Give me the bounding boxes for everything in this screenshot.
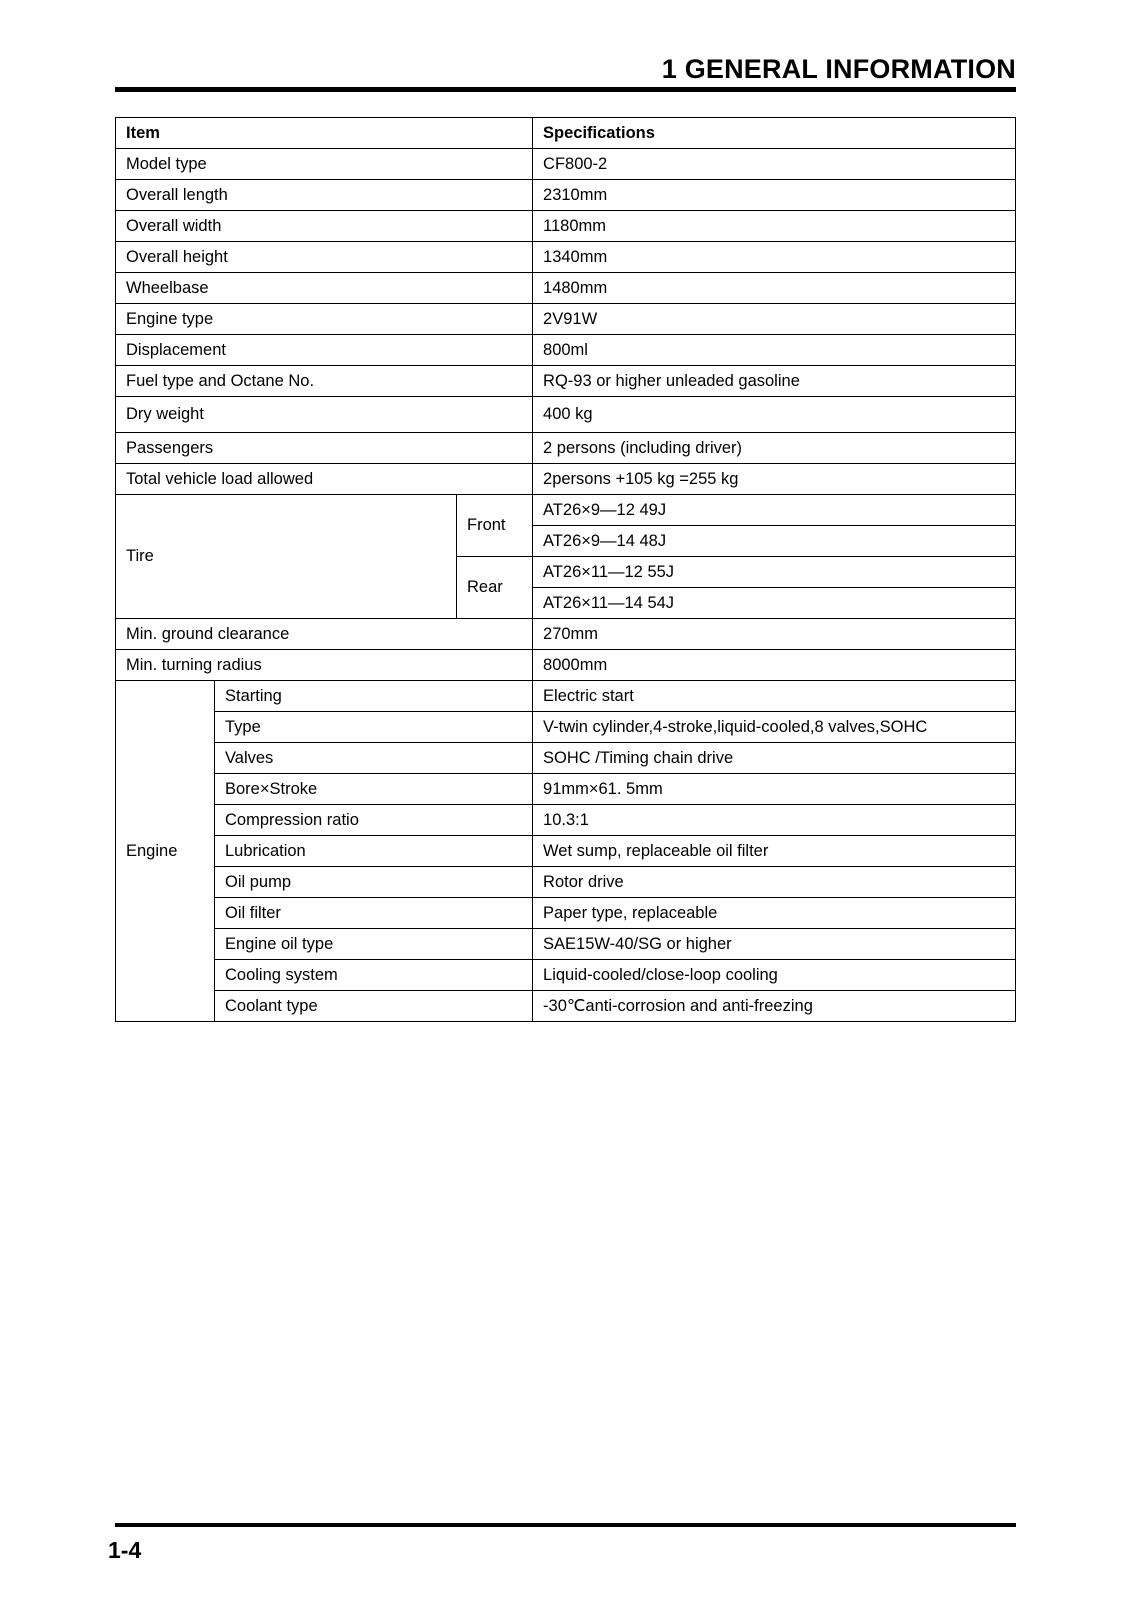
item-cell: Overall width — [116, 211, 533, 242]
column-header-specifications: Specifications — [533, 118, 1016, 149]
spec-cell: Paper type, replaceable — [533, 898, 1016, 929]
item-cell: Overall height — [116, 242, 533, 273]
spec-cell: Rotor drive — [533, 867, 1016, 898]
spec-cell: Liquid-cooled/close-loop cooling — [533, 960, 1016, 991]
spec-cell: AT26×11—12 55J — [533, 557, 1016, 588]
table-row — [116, 898, 1016, 929]
item-cell: Cooling system — [215, 960, 533, 991]
table-row — [116, 774, 1016, 805]
table-row — [116, 180, 1016, 211]
spec-cell: 800ml — [533, 335, 1016, 366]
item-cell: Engine oil type — [215, 929, 533, 960]
engine-label-cell: Engine — [116, 681, 215, 1022]
table-row — [116, 366, 1016, 397]
table-row — [116, 335, 1016, 366]
footer-rule — [115, 1523, 1016, 1527]
table-row — [116, 929, 1016, 960]
item-cell: Wheelbase — [116, 273, 533, 304]
table-row — [116, 242, 1016, 273]
spec-cell: CF800-2 — [533, 149, 1016, 180]
table-row — [116, 650, 1016, 681]
tire-front-label-cell: Front — [457, 495, 533, 557]
spec-cell: 270mm — [533, 619, 1016, 650]
table-row — [116, 304, 1016, 335]
table-row — [116, 867, 1016, 898]
tire-rear-label-cell: Rear — [457, 557, 533, 619]
table-row — [116, 743, 1016, 774]
spec-cell: 1480mm — [533, 273, 1016, 304]
item-cell: Min. turning radius — [116, 650, 533, 681]
item-cell: Type — [215, 712, 533, 743]
table-row — [116, 712, 1016, 743]
spec-cell: AT26×9—12 49J — [533, 495, 1016, 526]
spec-cell: 2310mm — [533, 180, 1016, 211]
page-header — [115, 52, 1016, 92]
table-row — [116, 681, 1016, 712]
item-cell: Total vehicle load allowed — [116, 464, 533, 495]
spec-cell: -30℃anti-corrosion and anti-freezing — [533, 991, 1016, 1022]
spec-cell: 2persons +105 kg =255 kg — [533, 464, 1016, 495]
spec-cell: Electric start — [533, 681, 1016, 712]
spec-cell: SAE15W-40/SG or higher — [533, 929, 1016, 960]
table-header-row — [116, 118, 1016, 149]
spec-cell: 400 kg — [533, 397, 1016, 433]
table-row — [116, 464, 1016, 495]
spec-cell: 2V91W — [533, 304, 1016, 335]
item-cell: Compression ratio — [215, 805, 533, 836]
item-cell: Displacement — [116, 335, 533, 366]
item-cell: Model type — [116, 149, 533, 180]
spec-cell: 1180mm — [533, 211, 1016, 242]
table-row — [116, 433, 1016, 464]
spec-cell: 2 persons (including driver) — [533, 433, 1016, 464]
table-row — [116, 805, 1016, 836]
page-number: 1-4 — [108, 1537, 142, 1563]
table-row — [116, 495, 1016, 526]
spec-cell: Wet sump, replaceable oil filter — [533, 836, 1016, 867]
spec-cell: 10.3:1 — [533, 805, 1016, 836]
table-row — [116, 149, 1016, 180]
column-header-item: Item — [116, 118, 533, 149]
spec-cell: 1340mm — [533, 242, 1016, 273]
spec-cell: 91mm×61. 5mm — [533, 774, 1016, 805]
table-row — [116, 273, 1016, 304]
item-cell: Lubrication — [215, 836, 533, 867]
item-cell: Overall length — [116, 180, 533, 211]
item-cell: Passengers — [116, 433, 533, 464]
spec-cell: AT26×11—14 54J — [533, 588, 1016, 619]
item-cell: Coolant type — [215, 991, 533, 1022]
item-cell: Starting — [215, 681, 533, 712]
item-cell: Oil pump — [215, 867, 533, 898]
item-cell: Dry weight — [116, 397, 533, 433]
table-row — [116, 397, 1016, 433]
item-cell: Engine type — [116, 304, 533, 335]
item-cell: Bore×Stroke — [215, 774, 533, 805]
item-cell: Valves — [215, 743, 533, 774]
spec-cell: V-twin cylinder,4-stroke,liquid-cooled,8 valves,SOHC — [533, 712, 1016, 743]
page-title: 1 GENERAL INFORMATION — [661, 54, 1016, 84]
table-row — [116, 991, 1016, 1022]
table-row — [116, 619, 1016, 650]
item-cell: Fuel type and Octane No. — [116, 366, 533, 397]
item-cell: Oil filter — [215, 898, 533, 929]
spec-cell: RQ-93 or higher unleaded gasoline — [533, 366, 1016, 397]
tire-label-cell: Tire — [116, 495, 457, 619]
table-row — [116, 836, 1016, 867]
spec-cell: AT26×9—14 48J — [533, 526, 1016, 557]
item-cell: Min. ground clearance — [116, 619, 533, 650]
specifications-table — [115, 117, 1016, 1022]
table-row — [116, 211, 1016, 242]
spec-cell: SOHC /Timing chain drive — [533, 743, 1016, 774]
spec-cell: 8000mm — [533, 650, 1016, 681]
table-row — [116, 960, 1016, 991]
